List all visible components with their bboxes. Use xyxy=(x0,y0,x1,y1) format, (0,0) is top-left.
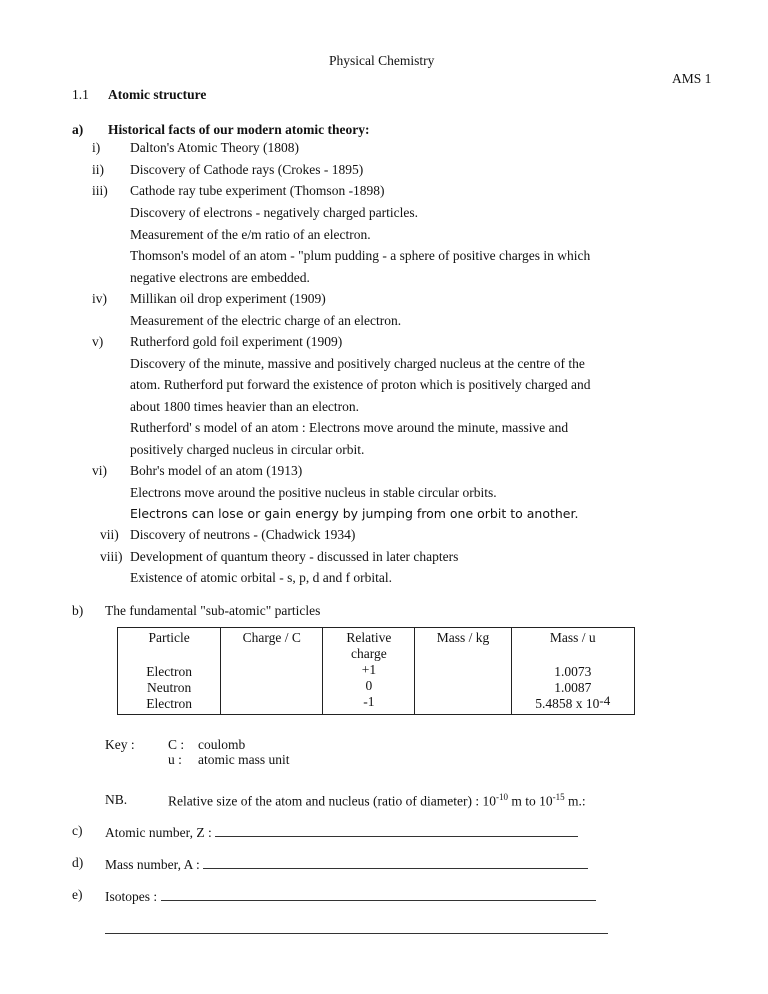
item-number: viii) xyxy=(100,549,123,564)
mass-kg-column xyxy=(415,628,511,715)
list-item: Discovery of neutrons - (Chadwick 1934) xyxy=(130,527,356,542)
list-item: Measurement of the e/m ratio of an electron. xyxy=(130,227,371,242)
mass-u-value: 1.0073 xyxy=(554,664,592,679)
list-item: negative electrons are embedded. xyxy=(130,270,310,285)
charge-column xyxy=(221,628,323,715)
part-d-text xyxy=(105,855,588,873)
relative-charge-column xyxy=(323,628,415,715)
list-item: atom. Rutherford put forward the existence of proton which is positively charged and xyxy=(130,377,591,392)
list-item: Thomson's model of an atom - "plum pudding - a sphere of positive charges in which xyxy=(130,248,591,263)
section-title: Atomic structure xyxy=(108,87,207,102)
nb-text-part: m.: xyxy=(564,793,586,809)
item-number: ii) xyxy=(92,162,104,177)
page-title: Physical Chemistry xyxy=(329,53,435,68)
part-b-label: b) xyxy=(72,603,84,618)
part-d-label: d) xyxy=(72,855,84,870)
key-label: Key : xyxy=(105,737,135,752)
mass-u-value: 1.0087 xyxy=(554,680,592,695)
column-header: Charge / C xyxy=(242,630,301,645)
part-e-label: e) xyxy=(72,887,83,902)
particles-table xyxy=(117,627,635,715)
list-item: Cathode ray tube experiment (Thomson -1898) xyxy=(130,183,385,198)
list-item: Discovery of Cathode rays (Crokes - 1895) xyxy=(130,162,364,177)
list-item: Existence of atomic orbital - s, p, d and f orbital. xyxy=(130,570,393,585)
item-number: iv) xyxy=(92,291,107,306)
mass-u-base: 5.4858 x 10 xyxy=(535,696,600,711)
list-item: Discovery of electrons - negatively charged particles. xyxy=(130,205,419,220)
part-a-heading: Historical facts of our modern atomic theory: xyxy=(108,122,370,137)
isotopes-blank xyxy=(161,887,596,901)
page-code: AMS 1 xyxy=(672,71,712,86)
list-item: Discovery of the minute, massive and positively charged nucleus at the centre of the xyxy=(130,356,585,371)
atomic-number-blank xyxy=(215,823,578,837)
column-header: Relative charge xyxy=(346,630,392,661)
atomic-number-label: Atomic number, Z : xyxy=(105,825,212,840)
relative-charge-values: +1 0 -1 xyxy=(361,662,377,709)
list-item: Rutherford gold foil experiment (1909) xyxy=(130,334,343,349)
list-item: Development of quantum theory - discussed in later chapters xyxy=(130,549,459,564)
key-meaning: coulomb xyxy=(198,737,246,752)
key-symbol: u : xyxy=(168,752,182,767)
list-item: about 1800 times heavier than an electron. xyxy=(130,399,360,414)
column-header: Mass / u xyxy=(549,630,596,645)
list-item: Bohr's model of an atom (1913) xyxy=(130,463,303,478)
key-meaning: atomic mass unit xyxy=(198,752,290,767)
nb-exponent: -10 xyxy=(496,792,509,802)
nb-exponent: -15 xyxy=(552,792,565,802)
key-symbol: C : xyxy=(168,737,185,752)
nb-text xyxy=(168,792,586,810)
mass-u-column xyxy=(511,628,634,715)
item-number: vii) xyxy=(100,527,119,542)
item-number: vi) xyxy=(92,463,107,478)
part-a-label: a) xyxy=(72,122,84,137)
column-header: Particle xyxy=(148,630,190,645)
particle-column xyxy=(118,628,221,715)
column-header: Mass / kg xyxy=(436,630,490,645)
list-item: Millikan oil drop experiment (1909) xyxy=(130,291,326,306)
isotopes-blank-line xyxy=(105,919,608,934)
mass-number-blank xyxy=(203,855,588,869)
part-e-text xyxy=(105,887,596,905)
list-item: positively charged nucleus in circular orbit. xyxy=(130,442,365,457)
isotopes-label: Isotopes : xyxy=(105,889,158,904)
mass-u-value xyxy=(515,693,631,712)
mass-number-label: Mass number, A : xyxy=(105,857,200,872)
nb-text-part: Relative size of the atom and nucleus (ratio of diameter) : 10 xyxy=(168,793,497,809)
list-item: Dalton's Atomic Theory (1808) xyxy=(130,140,300,155)
list-item: Measurement of the electric charge of an electron. xyxy=(130,313,402,328)
item-number: i) xyxy=(92,140,101,155)
item-number: iii) xyxy=(92,183,108,198)
list-item: Electrons can lose or gain energy by jumping from one orbit to another. xyxy=(130,506,579,521)
section-number: 1.1 xyxy=(72,87,89,102)
mass-u-exponent: -4 xyxy=(599,693,611,708)
item-number: v) xyxy=(92,334,104,349)
part-c-text xyxy=(105,823,578,841)
part-b-heading: The fundamental "sub-atomic" particles xyxy=(105,603,321,618)
list-item: Electrons move around the positive nucleus in stable circular orbits. xyxy=(130,485,497,500)
particle-names: Electron Neutron Electron xyxy=(146,664,192,711)
list-item: Rutherford' s model of an atom : Electrons move around the minute, massive and xyxy=(130,420,569,435)
part-c-label: c) xyxy=(72,823,83,838)
nb-text-part: m to 10 xyxy=(508,793,553,809)
nb-label: NB. xyxy=(105,792,128,807)
